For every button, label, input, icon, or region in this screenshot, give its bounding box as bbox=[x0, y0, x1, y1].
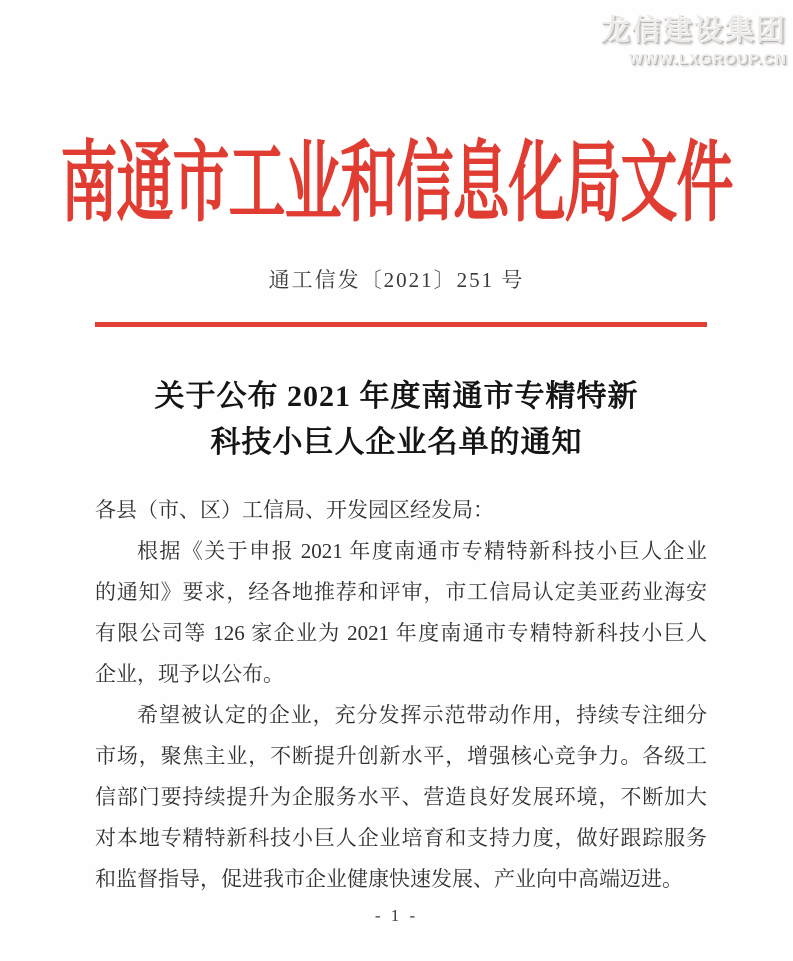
body-line: 根据《关于申报 2021 年度南通市专精特新科技小巨人企业 bbox=[137, 539, 707, 563]
body-line: 对本地专精特新科技小巨人企业培育和支持力度，做好跟踪服务 bbox=[95, 826, 707, 850]
company-name-watermark: 龙信建设集团 bbox=[600, 15, 787, 47]
body-line: 企业，现予以公布。 bbox=[95, 662, 284, 686]
notice-title bbox=[0, 374, 793, 466]
company-watermark bbox=[601, 8, 787, 68]
body-line: 市场，聚焦主业，不断提升创新水平，增强核心竞争力。各级工 bbox=[95, 744, 707, 768]
body-line: 有限公司等 126 家企业为 2021 年度南通市专精特新科技小巨人 bbox=[95, 621, 707, 645]
red-separator-rule bbox=[95, 322, 707, 327]
body-line: 各县（市、区）工信局、开发园区经发局： bbox=[95, 498, 494, 522]
agency-header-title-text: 南通市工业和信息化局文件 bbox=[60, 135, 733, 233]
document-reference-number: 通工信发〔2021〕251 号 bbox=[268, 268, 525, 292]
agency-header-title bbox=[0, 112, 793, 233]
notice-body bbox=[95, 490, 707, 900]
company-website-watermark: WWW.LXGROUP.CN bbox=[629, 51, 787, 68]
body-line: 和监督指导，促进我市企业健康快速发展、产业向中高端迈进。 bbox=[95, 867, 683, 891]
body-line: 的通知》要求，经各地推荐和评审，市工信局认定美亚药业海安 bbox=[95, 580, 707, 604]
page-number: - 1 - bbox=[374, 906, 419, 925]
body-line: 信部门要持续提升为企服务水平、营造良好发展环境，不断加大 bbox=[95, 785, 707, 809]
notice-title-line-2: 科技小巨人企业名单的通知 bbox=[210, 426, 583, 459]
notice-title-line-1: 关于公布 2021 年度南通市专精特新 bbox=[154, 380, 639, 413]
body-line: 希望被认定的企业，充分发挥示范带动作用，持续专注细分 bbox=[137, 703, 707, 727]
